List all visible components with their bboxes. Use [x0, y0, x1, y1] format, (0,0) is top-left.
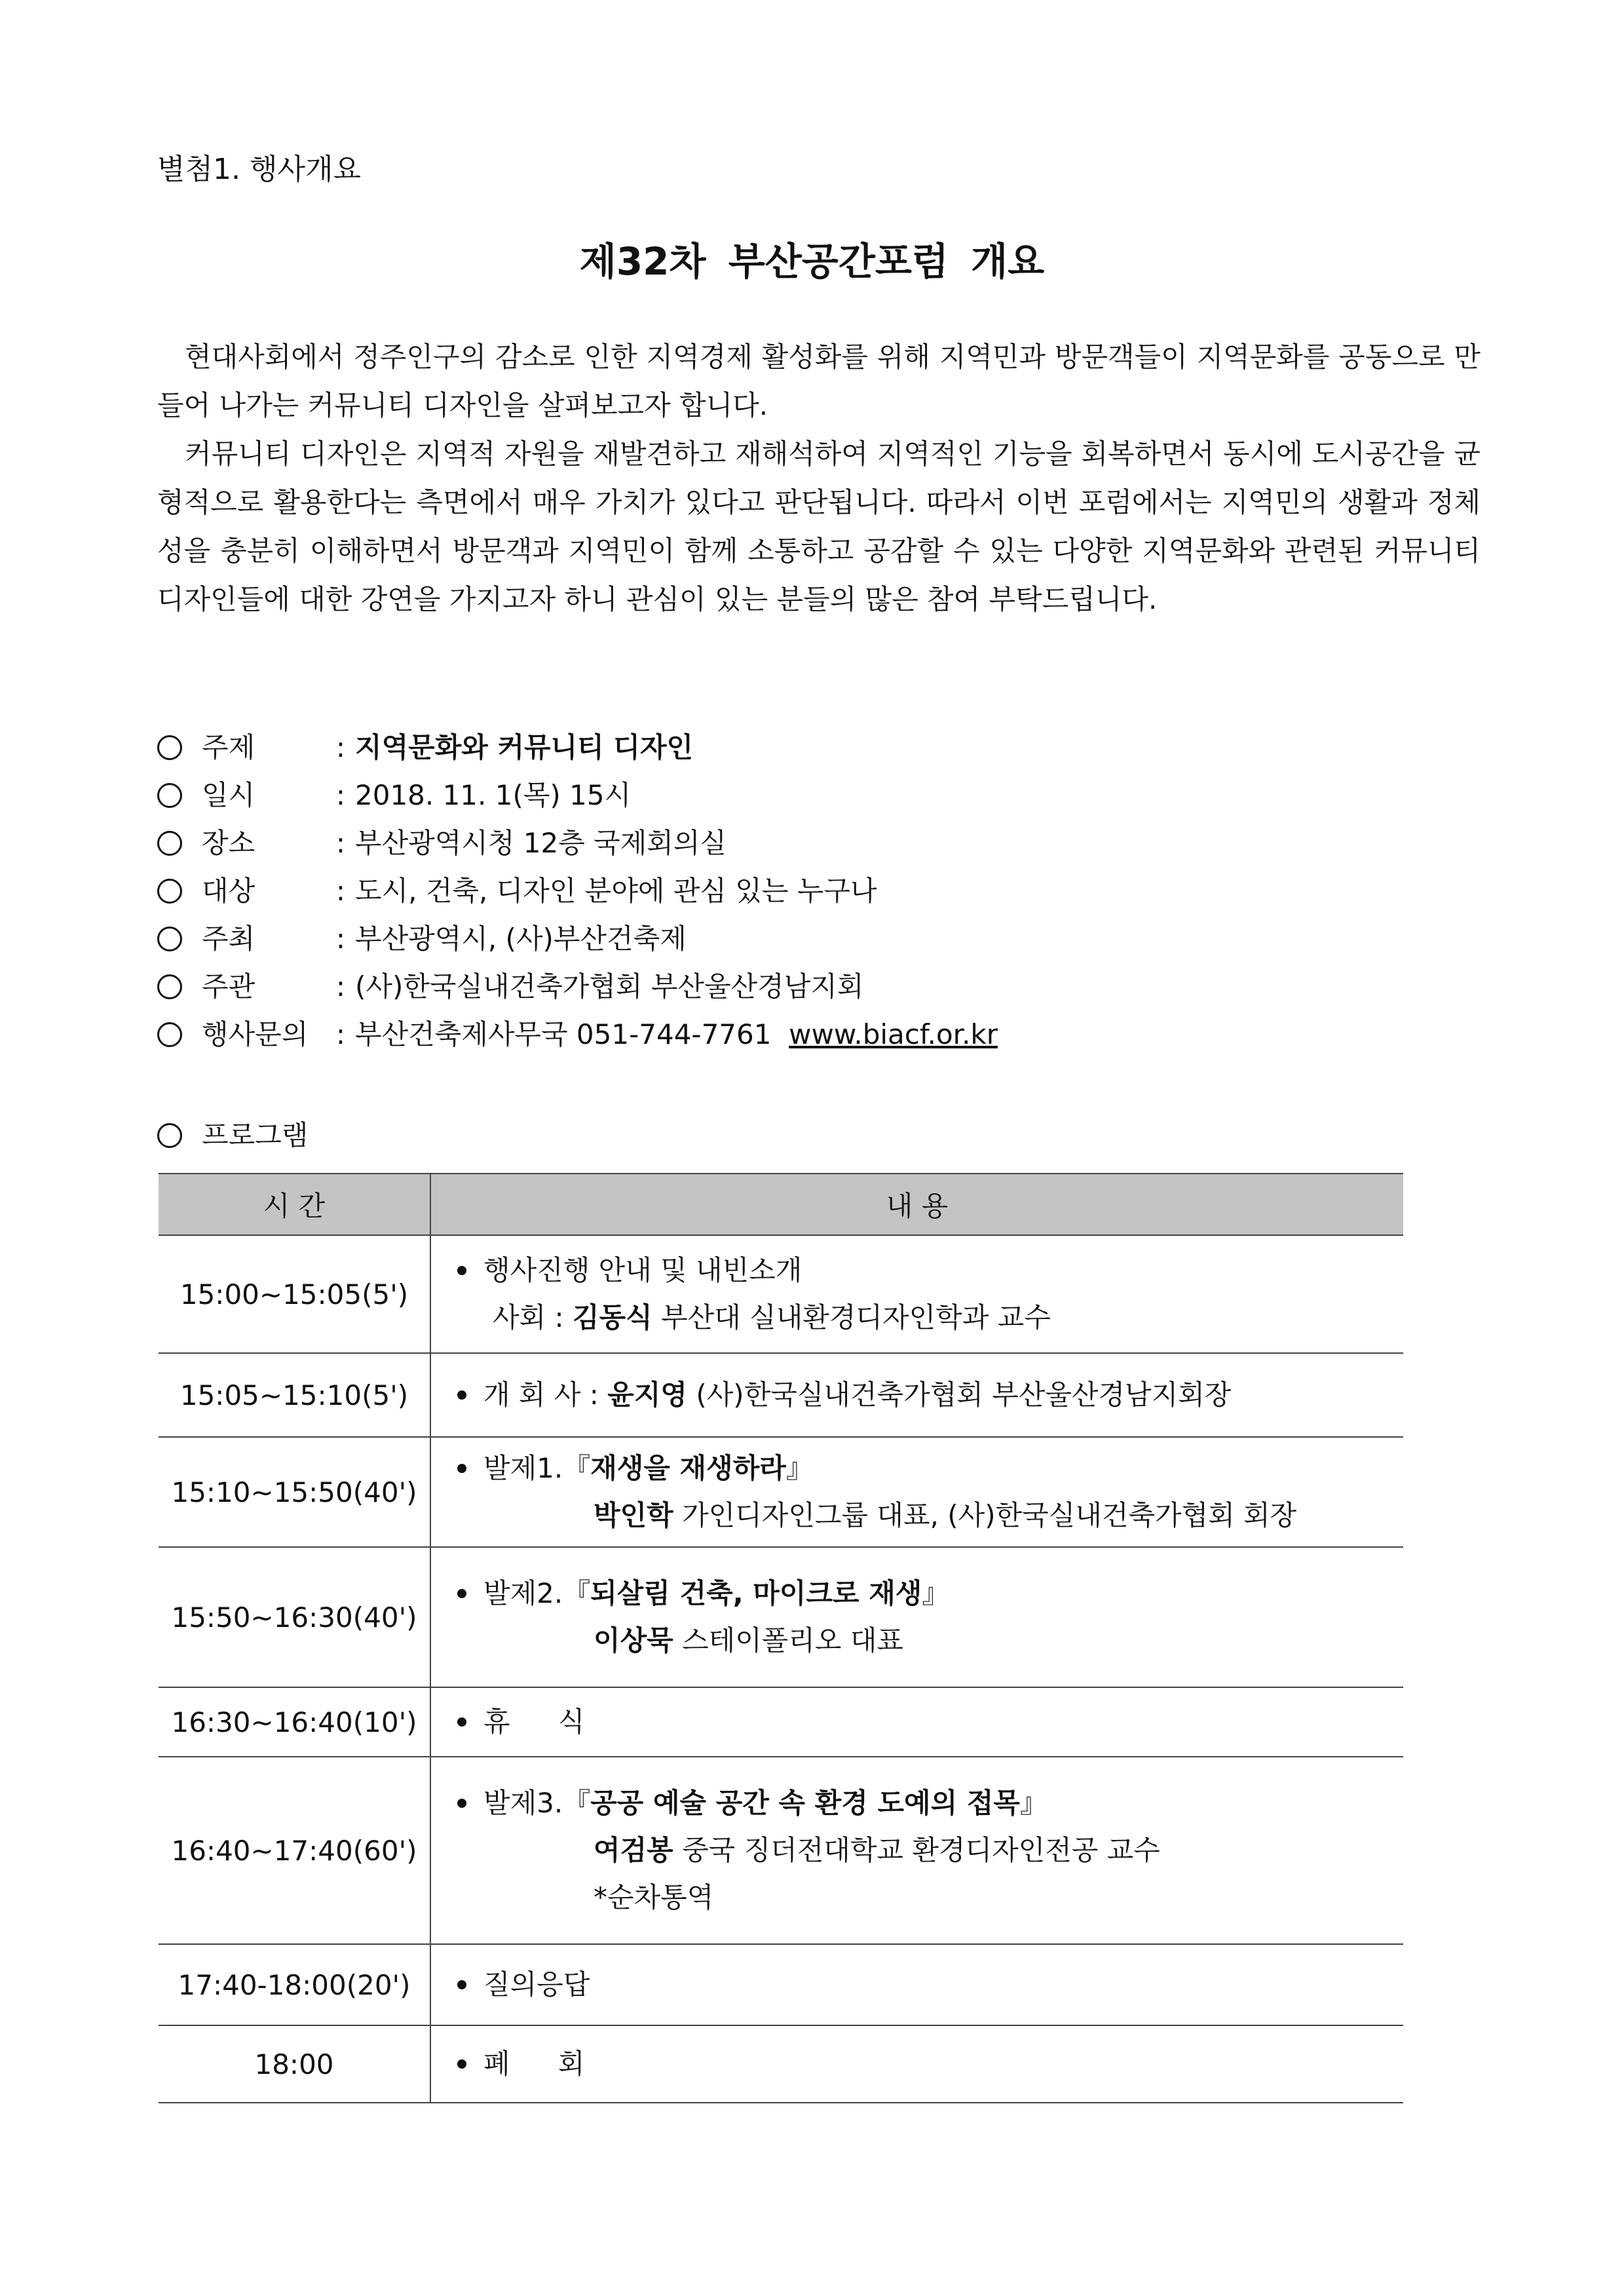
detail-value: 2018. 11. 1(목) 15시: [355, 779, 632, 811]
detail-label: 주관: [202, 970, 255, 1003]
table-row: [159, 1353, 1403, 1437]
detail-inquiry: [157, 1010, 998, 1058]
column-header-time: 시 간: [159, 1174, 430, 1235]
content-cell: [430, 1687, 1403, 1757]
content-text: 발제3.『: [483, 1787, 591, 1819]
content-text: 발제2.『: [483, 1577, 591, 1609]
content-text: 발제1.『: [483, 1452, 591, 1484]
detail-label: 일시: [202, 779, 255, 811]
content-text: 사회 :: [493, 1301, 573, 1333]
detail-value: 부산건축제사무국 051-744-7761: [355, 1018, 772, 1050]
website-link[interactable]: www.biacf.or.kr: [789, 1018, 998, 1050]
content-text: 』: [1019, 1787, 1048, 1819]
talk-title: 공공 예술 공간 속 환경 도예의 접목: [590, 1787, 1020, 1819]
time-cell: 15:10~15:50(40'): [159, 1437, 430, 1547]
content-cell: [430, 1547, 1403, 1687]
content-line: 폐 회: [483, 2048, 585, 2080]
detail-label: 대상: [202, 875, 255, 907]
detail-colon: :: [335, 875, 346, 907]
bullet-dot-icon: [457, 1717, 466, 1727]
content-cell: [430, 2025, 1403, 2103]
bullet-dot-icon: [457, 1799, 466, 1808]
speaker-name: 박인학: [594, 1499, 673, 1531]
program-table: [159, 1173, 1403, 2103]
detail-target: [157, 867, 998, 915]
table-row: [159, 1547, 1403, 1687]
document-title: 제32차 부산공간포럼 개요: [579, 239, 1045, 284]
content-line: 행사진행 안내 및 내빈소개: [483, 1254, 803, 1286]
time-cell: 17:40-18:00(20'): [159, 1944, 430, 2025]
intro-paragraph-2: 커뮤니티 디자인은 지역적 자원을 재발견하고 재해석하여 지역적인 기능을 회복하면서 동시에 도시공간을 균형적으로 활용한다는 측면에서 매우 가치가 있다고 판단됩니다. 따라서 이번 포럼에서는 지역민의 생활과 정체성을 충분히 이해하면서 방문객과 지역민이 함께 소통하고 공감할 수 있는 다양한 지역문화와 관련된 커뮤니티 디자인들에 대한 강연을 가지고자 하니 관심이 있는 분들의 많은 참여 부탁드립니다.: [157, 438, 1481, 615]
table-header-row: [159, 1174, 1403, 1235]
detail-label: 주최: [202, 923, 255, 955]
circle-bullet-icon: [157, 831, 182, 856]
circle-bullet-icon: [157, 974, 182, 999]
detail-value: 부산광역시청 12층 국제회의실: [355, 827, 727, 859]
talk-title: 재생을 재생하라: [590, 1452, 786, 1484]
content-cell: [430, 1235, 1403, 1353]
content-text: 』: [785, 1452, 814, 1484]
circle-bullet-icon: [157, 927, 182, 951]
content-cell: [430, 1437, 1403, 1547]
content-line: 질의응답: [483, 1968, 590, 2000]
detail-colon: :: [335, 1018, 346, 1050]
circle-bullet-icon: [157, 1123, 182, 1148]
talk-title: 되살림 건축, 마이크로 재생: [590, 1577, 922, 1609]
table-row: [159, 1235, 1403, 1353]
detail-host: [157, 915, 998, 963]
attachment-label: 별첨1. 행사개요: [157, 153, 361, 186]
speaker-name: 윤지영: [607, 1379, 687, 1411]
detail-label: 주제: [202, 731, 255, 763]
table-row: [159, 1437, 1403, 1547]
detail-colon: :: [335, 827, 346, 859]
event-details: [157, 723, 998, 1058]
time-cell: 15:50~16:30(40'): [159, 1547, 430, 1687]
detail-colon: :: [335, 923, 346, 955]
bullet-dot-icon: [457, 1980, 466, 1989]
circle-bullet-icon: [157, 879, 182, 904]
program-heading: [157, 1114, 308, 1153]
content-text: 개 회 사 :: [483, 1379, 608, 1411]
speaker-name: 이상묵: [594, 1624, 673, 1656]
detail-value: 도시, 건축, 디자인 분야에 관심 있는 누구나: [355, 875, 877, 907]
detail-theme: [157, 723, 998, 771]
content-cell: [430, 1757, 1403, 1944]
content-text: 가인디자인그룹 대표, (사)한국실내건축가협회 회장: [673, 1499, 1297, 1531]
content-text: (사)한국실내건축가협회 부산울산경남지회장: [687, 1379, 1232, 1411]
content-text: 』: [922, 1577, 950, 1609]
bullet-dot-icon: [457, 1589, 466, 1598]
detail-value: 부산광역시, (사)부산건축제: [355, 923, 687, 955]
content-cell: [430, 1353, 1403, 1437]
table-row: [159, 1944, 1403, 2025]
content-note: *순차통역: [594, 1881, 714, 1913]
bullet-dot-icon: [457, 1266, 466, 1275]
detail-label: 장소: [202, 827, 255, 859]
content-text: 중국 징더전대학교 환경디자인전공 교수: [673, 1834, 1160, 1866]
program-heading-label: 프로그램: [202, 1119, 309, 1151]
bullet-dot-icon: [457, 2059, 466, 2069]
detail-date: [157, 771, 998, 819]
time-cell: 15:00~15:05(5'): [159, 1235, 430, 1353]
content-cell: [430, 1944, 1403, 2025]
detail-colon: :: [335, 970, 346, 1003]
time-cell: 16:40~17:40(60'): [159, 1757, 430, 1944]
detail-place: [157, 819, 998, 867]
speaker-name: 여검봉: [594, 1834, 673, 1866]
detail-label: 행사문의: [202, 1018, 309, 1050]
content-text: 스테이폴리오 대표: [673, 1624, 903, 1656]
time-cell: 16:30~16:40(10'): [159, 1687, 430, 1757]
table-row: [159, 1757, 1403, 1944]
table-row: [159, 2025, 1403, 2103]
detail-colon: :: [335, 731, 346, 763]
speaker-name: 김동식: [573, 1301, 652, 1333]
intro-section: [157, 333, 1481, 624]
content-line: 휴 식: [483, 1706, 585, 1738]
circle-bullet-icon: [157, 735, 182, 760]
detail-organizer: [157, 963, 998, 1010]
content-text: 부산대 실내환경디자인학과 교수: [652, 1301, 1051, 1333]
detail-colon: :: [335, 779, 346, 811]
bullet-dot-icon: [457, 1390, 466, 1400]
table-row: [159, 1687, 1403, 1757]
detail-value: (사)한국실내건축가협회 부산울산경남지회: [355, 970, 864, 1003]
time-cell: 15:05~15:10(5'): [159, 1353, 430, 1437]
circle-bullet-icon: [157, 1022, 182, 1047]
bullet-dot-icon: [457, 1464, 466, 1473]
intro-paragraph-1: 현대사회에서 정주인구의 감소로 인한 지역경제 활성화를 위해 지역민과 방문객들이 지역문화를 공동으로 만들어 나가는 커뮤니티 디자인을 살펴보고자 합니다.: [157, 341, 1481, 421]
column-header-content: 내 용: [430, 1174, 1403, 1235]
circle-bullet-icon: [157, 783, 182, 808]
time-cell: 18:00: [159, 2025, 430, 2103]
detail-value: 지역문화와 커뮤니티 디자인: [355, 731, 694, 763]
